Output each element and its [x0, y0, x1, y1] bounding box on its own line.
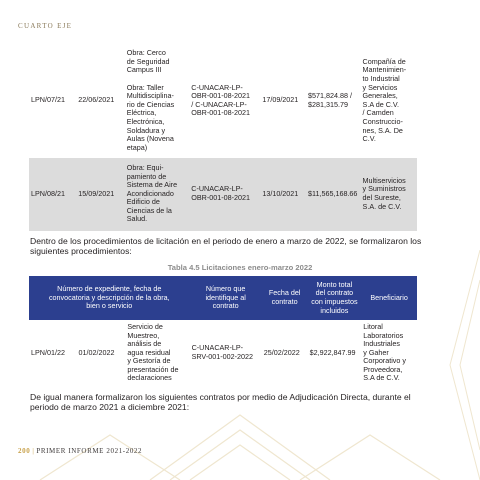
- contract-date-cell: 13/10/2021: [260, 157, 306, 231]
- table-header-row: [29, 276, 417, 320]
- column-header-contrato: Número que identifique al contrato: [190, 276, 262, 320]
- footer-title: PRIMER INFORME 2021-2022: [36, 447, 143, 455]
- decorative-side-lines: [440, 250, 480, 480]
- amount-cell: $2,922,847.99: [308, 320, 362, 386]
- section-header: CUARTO EJE: [18, 22, 73, 30]
- footer-separator: |: [32, 447, 35, 455]
- expediente-number: LPN/01/22: [29, 320, 77, 386]
- licitaciones-table-continued: [29, 45, 417, 232]
- contract-number-cell: C-UNACAR-LP- SRV-001-002-2022: [190, 320, 262, 386]
- column-header-monto: Monto total del contrato con impuestos incluidos: [308, 276, 362, 320]
- expediente-number: LPN/08/21: [29, 157, 76, 231]
- description-cell: Obra: Equi- pamiento de Sistema de Aire Acondicionado Edificio de Ciencias de la Salud.: [125, 157, 190, 231]
- body-paragraph: Dentro de los procedimientos de licitación en el periodo de enero a marzo de 2022, se formalizaron los siguientes procedimientos:: [30, 236, 422, 256]
- column-header-expediente: Número de expediente, fecha de convocatoria y descripción de la obra, bien o servicio: [29, 276, 190, 320]
- amount-cell: $11,565,168.66: [306, 157, 361, 231]
- beneficiary-cell: Litoral Laboratorios Industriales y Gaher Corporativo y Proveedora, S.A de C.V.: [361, 320, 417, 386]
- column-header-fecha: Fecha del contrato: [262, 276, 308, 320]
- page-number: 200: [18, 447, 31, 455]
- description-cell: Servicio de Muestreo, análisis de agua residual y Gestoría de presentación de declaraciones: [125, 320, 189, 386]
- licitaciones-2022-table: [29, 276, 417, 386]
- page-footer: [18, 447, 142, 455]
- table-row: [29, 45, 417, 157]
- expediente-number: LPN/07/21: [29, 45, 76, 157]
- table-row: [29, 157, 417, 231]
- description-cell: Obra: Cerco de Seguridad Campus III Obra: Taller Multidisciplina- rio de Ciencias Eléctrica, Electrónica, Soldadura y Aulas (Novena etapa): [125, 45, 190, 157]
- contract-number-cell: C-UNACAR-LP- OBR-001-08-2021: [189, 157, 260, 231]
- amount-cell: $571,824.88 / $281,315.79: [306, 45, 361, 157]
- table-caption: Tabla 4.5 Licitaciones enero-marzo 2022: [167, 263, 313, 272]
- contract-number-cell: C-UNACAR-LP- OBR-001-08-2021 / C-UNACAR-LP- OBR-001-08-2021: [189, 45, 260, 157]
- body-paragraph: De igual manera formalizaron los siguientes contratos por medio de Adjudicación Directa, durante el periodo de marzo 2021 a diciembre 2021:: [30, 392, 411, 412]
- column-header-beneficiario: Beneficiario: [361, 276, 417, 320]
- table-row: [29, 320, 417, 386]
- convocatoria-date: 22/06/2021: [76, 45, 125, 157]
- contract-date-cell: 25/02/2022: [262, 320, 308, 386]
- beneficiary-cell: Compañía de Mantenimien- to Industrial y Servicios Generales, S.A de C.V. / Camden Construccio- nes, S.A. De C.V.: [361, 45, 417, 157]
- beneficiary-cell: Multiservicios y Suministros del Sureste, S.A. de C.V.: [361, 157, 417, 231]
- convocatoria-date: 01/02/2022: [77, 320, 126, 386]
- contract-date-cell: 17/09/2021: [260, 45, 306, 157]
- convocatoria-date: 15/09/2021: [76, 157, 125, 231]
